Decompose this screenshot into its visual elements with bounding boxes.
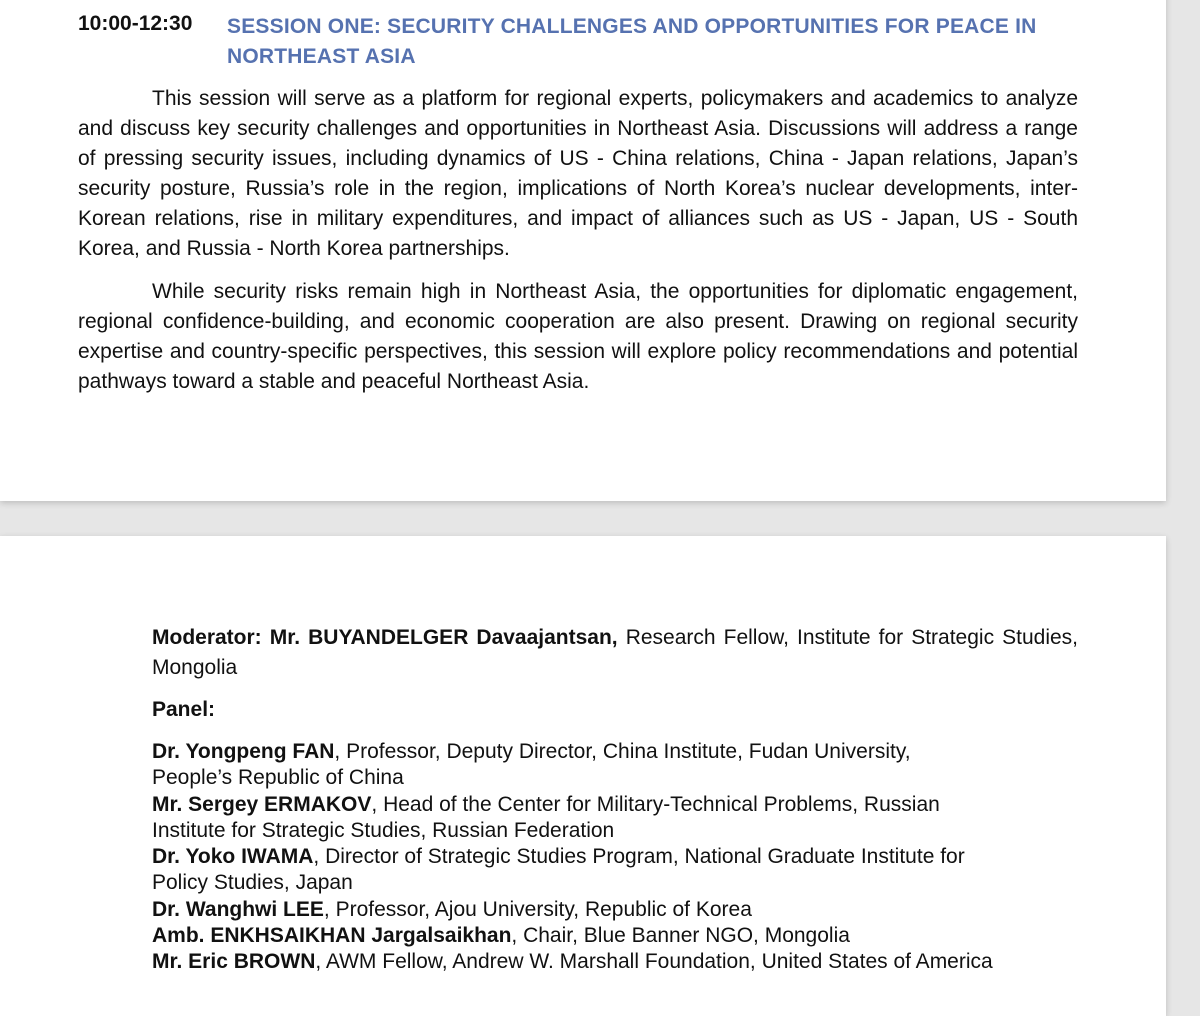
panelist-detail: , Chair, Blue Banner NGO, Mongolia	[511, 924, 850, 948]
document-page-1	[0, 0, 1166, 501]
document-page-2	[0, 536, 1166, 1016]
panelist-detail-continued: People’s Republic of China	[152, 766, 404, 790]
panelist-detail-continued: Institute for Strategic Studies, Russian Federation	[152, 818, 615, 842]
panelist-entry	[152, 949, 1078, 975]
panelist-name: Mr. Sergey ERMAKOV	[152, 792, 372, 816]
panelist-name: Dr. Yongpeng FAN	[152, 740, 335, 763]
panelist-detail-continued: Policy Studies, Japan	[152, 871, 353, 895]
panelist-name: Mr. Eric BROWN	[152, 950, 316, 974]
panelist-entry	[152, 739, 1078, 792]
panelist-detail: , Professor, Ajou University, Republic of Korea	[323, 897, 752, 921]
panelist-entry	[152, 923, 1078, 949]
panelist-name: Dr. Yoko IWAMA	[152, 845, 314, 869]
session-title: SESSION ONE: SECURITY CHALLENGES AND OPPORTUNITIES FOR PEACE IN NORTHEAST ASIA	[227, 15, 1037, 68]
panelist-name: Amb. ENKHSAIKHAN Jargalsaikhan	[152, 924, 512, 948]
session-description-paragraph: This session will serve as a platform for regional experts, policymakers and academics to analyze and discuss key security challenges and opportunities in Northeast Asia. Discussions will address a range of pressing security issues, including dynamics of US - China relations, China - Japan relations, Japan’s security posture, Russia’s role in the region, implications of North Korea’s nuclear developments, inter-Korean relations, rise in military expenditures, and impact of alliances such as US - Japan, US - South Korea, and Russia - North Korea partnerships.	[78, 87, 1078, 260]
moderator-detail: Research Fellow, Institute for Strategic Studies, Mongolia	[152, 626, 1078, 679]
panelist-entry	[152, 792, 1078, 845]
panelist-detail: , Director of Strategic Studies Program, National Graduate Institute for	[313, 845, 965, 869]
panel-heading: Panel:	[152, 698, 216, 721]
moderator-name: Moderator: Mr. BUYANDELGER Davaajantsan,	[152, 626, 618, 649]
panelist-detail: , Head of the Center for Military-Technical Problems, Russian	[371, 792, 940, 816]
moderator-line	[152, 623, 1078, 683]
panelist-entry	[152, 844, 1078, 897]
panelist-detail: , Professor, Deputy Director, China Institute, Fudan University,	[334, 740, 911, 763]
panelist-entry	[152, 897, 1078, 923]
panelist-name: Dr. Wanghwi LEE	[152, 897, 324, 921]
panel-list	[152, 739, 1078, 976]
session-description-paragraph: While security risks remain high in Northeast Asia, the opportunities for diplomatic engagement, regional confidence-building, and economic cooperation are also present. Drawing on regional security expertise and country-specific perspectives, this session will explore policy recommendations and potential pathways toward a stable and peaceful Northeast Asia.	[78, 280, 1078, 393]
panelist-detail: , AWM Fellow, Andrew W. Marshall Foundation, United States of America	[315, 950, 993, 974]
session-time: 10:00-12:30	[78, 12, 193, 35]
